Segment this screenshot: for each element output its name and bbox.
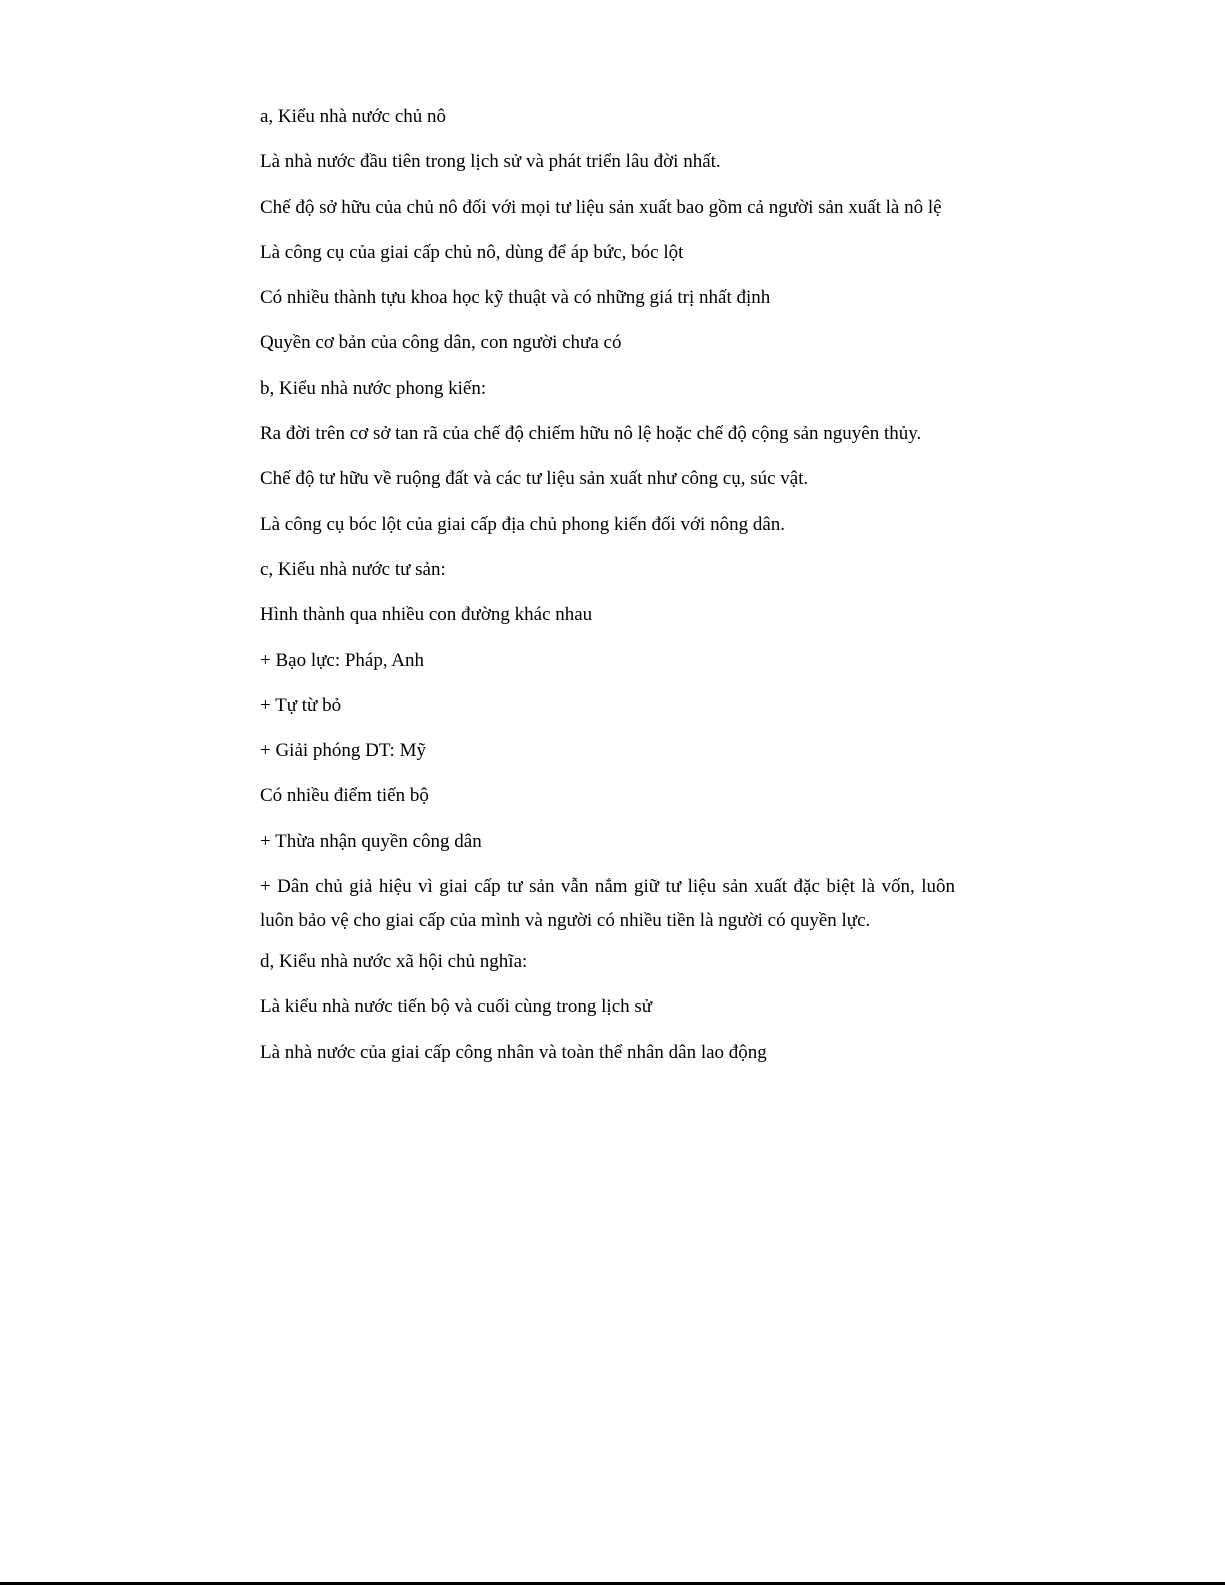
bullet-item: + Giải phóng DT: Mỹ (260, 740, 426, 762)
paragraph: Chế độ sở hữu của chủ nô đối với mọi tư liệu sản xuất bao gồm cả người sản xuất là nô lệ (260, 196, 942, 218)
document-body (260, 104, 955, 1085)
paragraph: Chế độ tư hữu về ruộng đất và các tư liệu sản xuất như công cụ, súc vật. (260, 468, 809, 490)
paragraph: Là công cụ của giai cấp chủ nô, dùng để áp bức, bóc lột (260, 241, 684, 263)
paragraph: Là công cụ bóc lột của giai cấp địa chủ phong kiến đối với nông dân. (260, 513, 786, 535)
bullet-item: + Thừa nhận quyền công dân (260, 830, 482, 852)
paragraph: Hình thành qua nhiều con đường khác nhau (260, 604, 593, 626)
paragraph: Có nhiều điểm tiến bộ (260, 785, 429, 807)
heading-socialist-state: d, Kiểu nhà nước xã hội chủ nghĩa: (260, 951, 528, 973)
paragraph: Là nhà nước đầu tiên trong lịch sử và phát triển lâu đời nhất. (260, 151, 721, 173)
bullet-item: + Bạo lực: Pháp, Anh (260, 649, 425, 671)
paragraph: Quyền cơ bản của công dân, con người chưa có (260, 332, 622, 354)
heading-feudal-state: b, Kiểu nhà nước phong kiến: (260, 377, 487, 399)
heading-slave-state: a, Kiểu nhà nước chủ nô (260, 106, 447, 127)
bullet-item: + Dân chủ giả hiệu vì giai cấp tư sản vẫn nắm giữ tư liệu sản xuất đặc biệt là vốn, luôn luôn bảo vệ cho giai cấp của mình và người có nhiều tiền là người có quyền lực. (260, 876, 955, 932)
bullet-item: + Tự từ bỏ (260, 694, 342, 716)
paragraph: Là kiểu nhà nước tiến bộ và cuối cùng trong lịch sử (260, 996, 653, 1018)
paragraph: Ra đời trên cơ sở tan rã của chế độ chiếm hữu nô lệ hoặc chế độ cộng sản nguyên thủy. (260, 423, 922, 445)
paragraph: Là nhà nước của giai cấp công nhân và toàn thể nhân dân lao động (260, 1041, 767, 1063)
heading-bourgeois-state: c, Kiểu nhà nước tư sản: (260, 558, 446, 580)
paragraph: Có nhiều thành tựu khoa học kỹ thuật và có những giá trị nhất định (260, 287, 771, 309)
